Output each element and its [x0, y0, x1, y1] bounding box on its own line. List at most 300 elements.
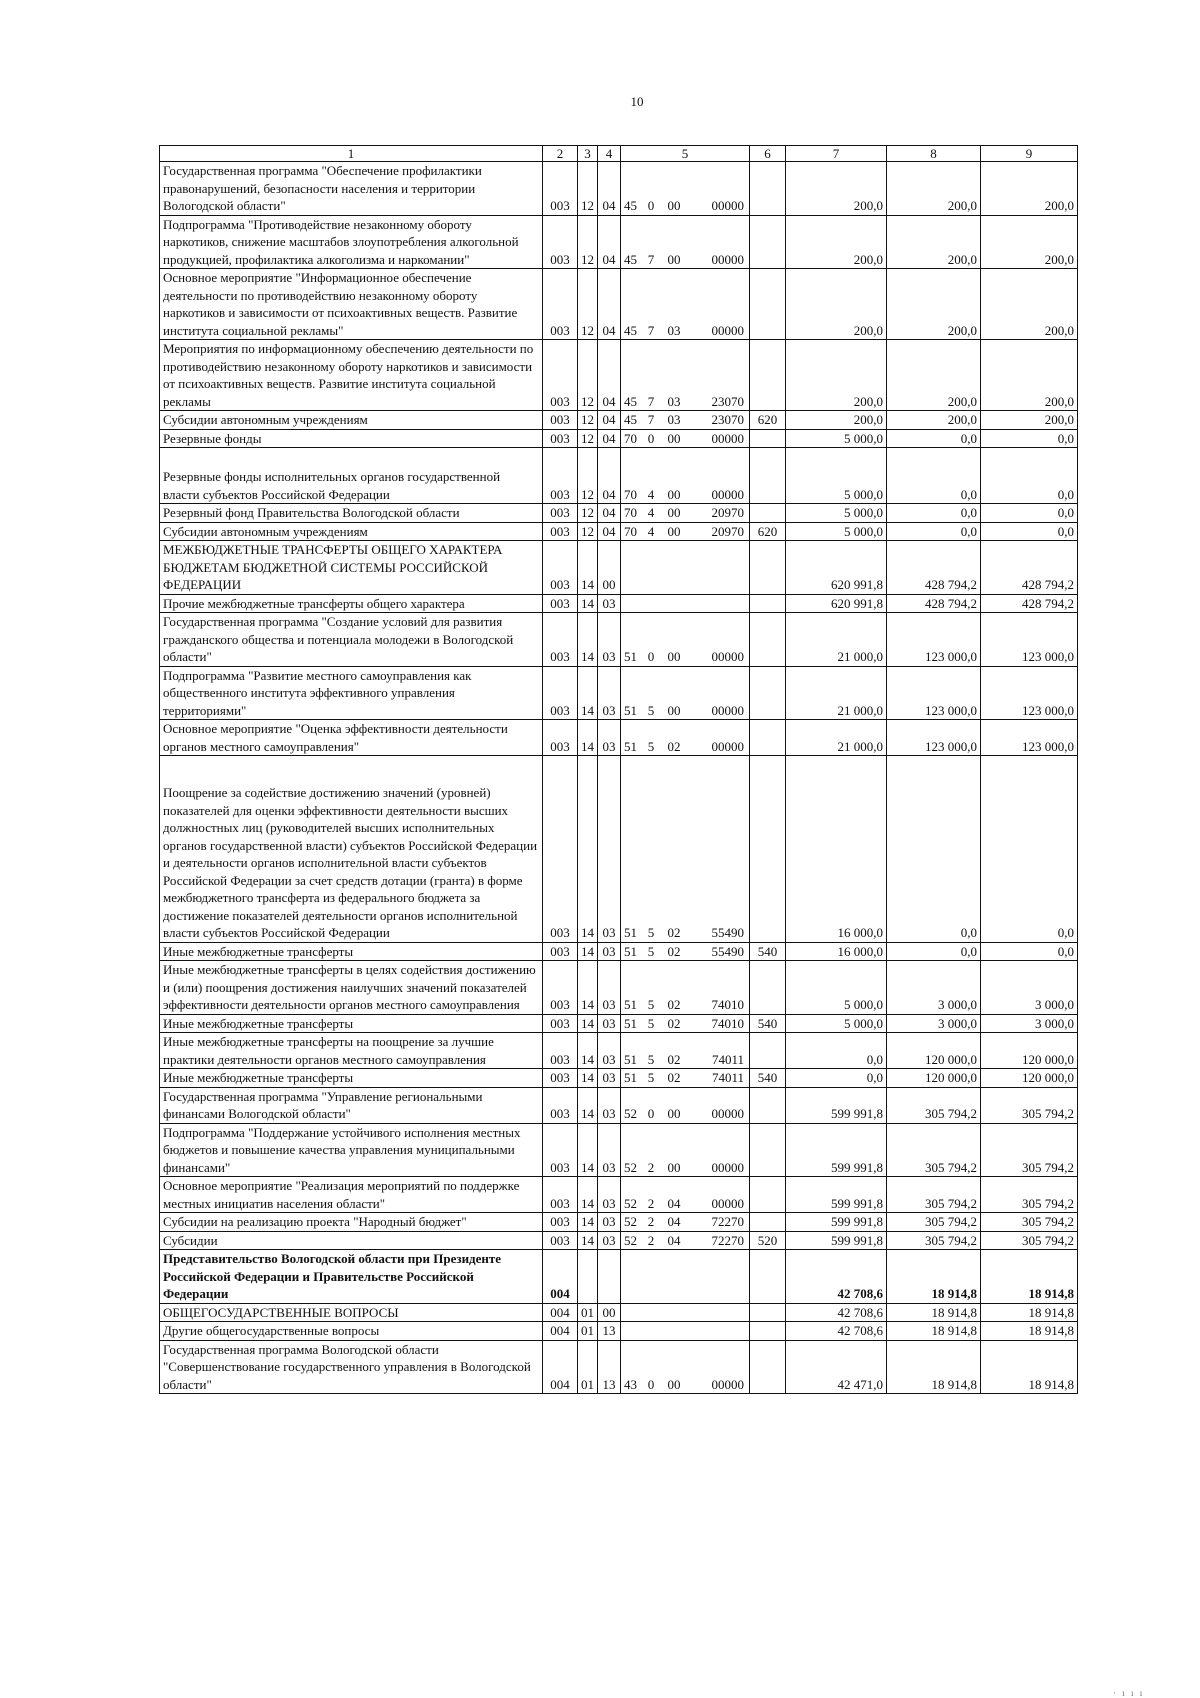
header-cell: 5	[621, 146, 750, 162]
row-amount-year3: 305 794,2	[981, 1231, 1078, 1250]
row-code-subsection: 03	[598, 1087, 621, 1123]
row-code-section: 14	[578, 720, 598, 756]
target-article-part: 70	[624, 430, 637, 446]
target-article-part: 00000	[711, 738, 744, 754]
row-target-article	[621, 613, 750, 667]
row-amount-year1: 5 000,0	[786, 448, 887, 504]
header-cell: 6	[750, 146, 786, 162]
row-code-subsection: 13	[598, 1340, 621, 1394]
row-target-article	[621, 594, 750, 613]
row-expense-type	[750, 1033, 786, 1069]
row-target-article	[621, 756, 750, 943]
table-row	[160, 1322, 1078, 1341]
row-amount-year2: 120 000,0	[887, 1069, 981, 1088]
target-article-part: 00000	[711, 430, 744, 446]
row-name: ОБЩЕГОСУДАРСТВЕННЫЕ ВОПРОСЫ	[160, 1303, 543, 1322]
row-code-admin: 003	[543, 1213, 578, 1232]
target-article-part: 00	[667, 486, 681, 502]
target-article-part: 04	[667, 1195, 681, 1211]
row-code-section: 14	[578, 594, 598, 613]
target-article-part: 4	[647, 486, 655, 502]
target-article-part: 23070	[711, 412, 744, 427]
target-article-part: 45	[624, 412, 637, 427]
row-target-article	[621, 504, 750, 523]
row-expense-type	[750, 756, 786, 943]
table-row	[160, 541, 1078, 595]
row-amount-year3: 305 794,2	[981, 1213, 1078, 1232]
row-code-section: 14	[578, 1231, 598, 1250]
target-article-part: 02	[667, 1070, 681, 1085]
row-amount-year2: 0,0	[887, 504, 981, 523]
row-target-article	[621, 1069, 750, 1088]
row-amount-year1: 620 991,8	[786, 541, 887, 595]
row-code-subsection: 04	[598, 411, 621, 430]
table-row	[160, 1123, 1078, 1177]
row-code-section: 14	[578, 613, 598, 667]
table-row	[160, 1069, 1078, 1088]
row-expense-type: 620	[750, 522, 786, 541]
row-code-subsection: 03	[598, 1014, 621, 1033]
row-name: Другие общегосударственные вопросы	[160, 1322, 543, 1341]
row-target-article	[621, 1231, 750, 1250]
target-article-part: 52	[624, 1106, 637, 1121]
target-article-part: 55490	[711, 925, 744, 940]
row-target-article	[621, 1014, 750, 1033]
target-article-part: 51	[624, 943, 637, 959]
row-amount-year3: 3 000,0	[981, 1014, 1078, 1033]
row-name: МЕЖБЮДЖЕТНЫЕ ТРАНСФЕРТЫ ОБЩЕГО ХАРАКТЕРА БЮДЖЕТАМ БЮДЖЕТНОЙ СИСТЕМЫ РОССИЙСКОЙ ФЕДЕРАЦИИ	[160, 541, 543, 595]
row-code-subsection: 04	[598, 162, 621, 216]
target-article-part: 45	[624, 198, 637, 213]
row-expense-type: 520	[750, 1231, 786, 1250]
target-article-part: 5	[647, 1015, 655, 1031]
row-code-section: 12	[578, 340, 598, 411]
table-row	[160, 1087, 1078, 1123]
row-target-article	[621, 541, 750, 595]
row-code-section: 14	[578, 541, 598, 595]
row-amount-year1: 200,0	[786, 215, 887, 269]
target-article-part: 0	[647, 1376, 655, 1392]
table-row	[160, 1014, 1078, 1033]
row-amount-year1: 42 708,6	[786, 1250, 887, 1304]
target-article-part: 0	[647, 649, 655, 664]
row-code-section: 12	[578, 429, 598, 448]
row-amount-year1: 200,0	[786, 269, 887, 340]
target-article-part: 00000	[711, 1106, 744, 1121]
header-cell: 2	[543, 146, 578, 162]
row-amount-year2: 305 794,2	[887, 1123, 981, 1177]
row-amount-year1: 16 000,0	[786, 756, 887, 943]
row-expense-type	[750, 504, 786, 523]
row-code-subsection: 13	[598, 1322, 621, 1341]
target-article-part: 5	[647, 943, 655, 959]
row-name: Иные межбюджетные трансферты	[160, 1014, 543, 1033]
header-cell: 1	[160, 146, 543, 162]
row-code-admin: 003	[543, 1177, 578, 1213]
row-expense-type	[750, 666, 786, 720]
row-code-admin: 003	[543, 411, 578, 430]
row-target-article	[621, 1033, 750, 1069]
row-code-admin: 003	[543, 269, 578, 340]
table-row	[160, 162, 1078, 216]
row-amount-year3: 305 794,2	[981, 1123, 1078, 1177]
row-name: Подпрограмма "Поддержание устойчивого исполнения местных бюджетов и повышение качества управления муниципальными финансами"	[160, 1123, 543, 1177]
table-row	[160, 1033, 1078, 1069]
row-name: Резервные фонды исполнительных органов государственной власти субъектов Российской Федерации	[160, 448, 543, 504]
row-amount-year2: 18 914,8	[887, 1303, 981, 1322]
row-code-section: 12	[578, 522, 598, 541]
target-article-part: 43	[624, 1376, 637, 1392]
header-cell: 9	[981, 146, 1078, 162]
target-article-part: 52	[624, 1214, 637, 1229]
target-article-part: 7	[647, 251, 655, 267]
row-expense-type	[750, 1250, 786, 1304]
row-code-subsection: 04	[598, 448, 621, 504]
page-number: 10	[630, 94, 644, 109]
row-target-article	[621, 1087, 750, 1123]
row-expense-type	[750, 1303, 786, 1322]
target-article-part: 03	[667, 393, 681, 409]
row-target-article	[621, 448, 750, 504]
row-code-section: 12	[578, 411, 598, 430]
table-row	[160, 666, 1078, 720]
row-amount-year2: 18 914,8	[887, 1250, 981, 1304]
row-target-article	[621, 1123, 750, 1177]
row-target-article	[621, 961, 750, 1015]
row-code-section: 14	[578, 1123, 598, 1177]
target-article-part: 5	[647, 702, 655, 718]
row-code-subsection: 04	[598, 215, 621, 269]
row-code-section: 01	[578, 1303, 598, 1322]
target-article-part: 00000	[711, 198, 744, 213]
row-code-admin: 003	[543, 1123, 578, 1177]
row-amount-year2: 120 000,0	[887, 1033, 981, 1069]
table-row	[160, 1250, 1078, 1304]
row-code-section: 14	[578, 756, 598, 943]
row-name: Иные межбюджетные трансферты	[160, 1069, 543, 1088]
row-name: Государственная программа "Создание условий для развития гражданского общества и потенциала молодежи в Вологодской области"	[160, 613, 543, 667]
row-code-section: 14	[578, 1177, 598, 1213]
row-code-section: 12	[578, 215, 598, 269]
row-expense-type	[750, 215, 786, 269]
header-cell: 4	[598, 146, 621, 162]
target-article-part: 7	[647, 393, 655, 409]
table-row	[160, 429, 1078, 448]
row-amount-year1: 599 991,8	[786, 1123, 887, 1177]
row-code-section: 14	[578, 1087, 598, 1123]
table-row	[160, 340, 1078, 411]
target-article-part: 74011	[711, 1051, 744, 1067]
target-article-part: 00000	[711, 649, 744, 664]
row-code-admin: 003	[543, 522, 578, 541]
row-code-section	[578, 1250, 598, 1304]
row-amount-year1: 5 000,0	[786, 429, 887, 448]
table-row	[160, 1177, 1078, 1213]
target-article-part: 5	[647, 738, 655, 754]
row-amount-year3: 0,0	[981, 504, 1078, 523]
row-code-admin: 003	[543, 162, 578, 216]
row-amount-year1: 21 000,0	[786, 613, 887, 667]
row-code-section: 14	[578, 942, 598, 961]
row-amount-year3: 0,0	[981, 942, 1078, 961]
row-expense-type: 540	[750, 942, 786, 961]
header-cell: 8	[887, 146, 981, 162]
table-row	[160, 961, 1078, 1015]
row-code-admin: 003	[543, 666, 578, 720]
table-row	[160, 269, 1078, 340]
row-amount-year3: 0,0	[981, 756, 1078, 943]
row-name: Государственная программа Вологодской области "Совершенствование государственного управления в Вологодской области"	[160, 1340, 543, 1394]
target-article-part: 72270	[711, 1232, 744, 1248]
target-article-part: 52	[624, 1232, 637, 1248]
row-amount-year3: 123 000,0	[981, 613, 1078, 667]
row-name: Государственная программа "Обеспечение профилактики правонарушений, безопасности населения и территории Вологодской области"	[160, 162, 543, 216]
row-code-subsection: 03	[598, 1033, 621, 1069]
target-article-part: 51	[624, 1070, 637, 1085]
target-article-part: 04	[667, 1214, 681, 1229]
target-article-part: 45	[624, 251, 637, 267]
row-amount-year1: 42 471,0	[786, 1340, 887, 1394]
row-target-article	[621, 162, 750, 216]
row-name: Субсидии автономным учреждениям	[160, 411, 543, 430]
target-article-part: 0	[647, 430, 655, 446]
target-article-part: 51	[624, 925, 637, 940]
row-amount-year3: 123 000,0	[981, 720, 1078, 756]
target-article-part: 02	[667, 997, 681, 1012]
row-amount-year2: 0,0	[887, 756, 981, 943]
row-code-admin: 003	[543, 942, 578, 961]
row-code-subsection: 03	[598, 594, 621, 613]
row-code-subsection: 03	[598, 756, 621, 943]
row-code-admin: 003	[543, 756, 578, 943]
row-code-admin: 004	[543, 1250, 578, 1304]
row-code-admin: 003	[543, 340, 578, 411]
row-amount-year2: 3 000,0	[887, 961, 981, 1015]
row-amount-year1: 5 000,0	[786, 504, 887, 523]
target-article-part: 74011	[711, 1070, 744, 1085]
row-amount-year1: 42 708,6	[786, 1322, 887, 1341]
target-article-part: 03	[667, 322, 681, 338]
row-name: Иные межбюджетные трансферты	[160, 942, 543, 961]
header-cell: 7	[786, 146, 887, 162]
row-amount-year1: 0,0	[786, 1069, 887, 1088]
target-article-part: 02	[667, 738, 681, 754]
row-amount-year3: 18 914,8	[981, 1340, 1078, 1394]
row-amount-year2: 200,0	[887, 411, 981, 430]
row-name: Резервные фонды	[160, 429, 543, 448]
row-expense-type	[750, 1123, 786, 1177]
row-amount-year1: 620 991,8	[786, 594, 887, 613]
row-amount-year3: 428 794,2	[981, 541, 1078, 595]
target-article-part: 20970	[711, 523, 744, 539]
header-row	[160, 146, 1078, 162]
table-row	[160, 756, 1078, 943]
table-row	[160, 1231, 1078, 1250]
row-target-article	[621, 666, 750, 720]
table-row	[160, 594, 1078, 613]
row-name: Основное мероприятие "Оценка эффективности деятельности органов местного самоуправления"	[160, 720, 543, 756]
row-amount-year2: 3 000,0	[887, 1014, 981, 1033]
row-amount-year1: 21 000,0	[786, 720, 887, 756]
target-article-part: 00	[667, 702, 681, 718]
row-code-subsection: 03	[598, 1123, 621, 1177]
target-article-part: 74010	[711, 1015, 744, 1031]
row-amount-year2: 0,0	[887, 942, 981, 961]
row-code-section: 01	[578, 1322, 598, 1341]
row-amount-year1: 200,0	[786, 411, 887, 430]
row-code-admin: 003	[543, 1069, 578, 1088]
row-code-admin: 003	[543, 504, 578, 523]
row-amount-year3: 0,0	[981, 429, 1078, 448]
target-article-part: 00000	[711, 486, 744, 502]
row-expense-type	[750, 1213, 786, 1232]
row-amount-year2: 305 794,2	[887, 1087, 981, 1123]
row-code-subsection: 03	[598, 720, 621, 756]
row-amount-year2: 305 794,2	[887, 1231, 981, 1250]
row-amount-year2: 200,0	[887, 269, 981, 340]
row-code-admin: 003	[543, 1014, 578, 1033]
row-code-admin: 003	[543, 541, 578, 595]
row-amount-year3: 200,0	[981, 411, 1078, 430]
row-code-section: 12	[578, 448, 598, 504]
row-code-subsection: 03	[598, 613, 621, 667]
row-name: Основное мероприятие "Реализация мероприятий по поддержке местных инициатив населения области"	[160, 1177, 543, 1213]
row-amount-year3: 18 914,8	[981, 1250, 1078, 1304]
row-expense-type	[750, 1340, 786, 1394]
row-expense-type	[750, 269, 786, 340]
target-article-part: 45	[624, 393, 637, 409]
row-code-subsection: 03	[598, 1177, 621, 1213]
row-code-admin: 003	[543, 720, 578, 756]
row-amount-year3: 18 914,8	[981, 1322, 1078, 1341]
row-target-article	[621, 411, 750, 430]
budget-table	[159, 145, 1078, 1394]
target-article-part: 23070	[711, 393, 744, 409]
row-code-subsection: 00	[598, 541, 621, 595]
target-article-part: 20970	[711, 505, 744, 520]
row-amount-year1: 5 000,0	[786, 1014, 887, 1033]
row-amount-year3: 0,0	[981, 448, 1078, 504]
row-amount-year1: 599 991,8	[786, 1177, 887, 1213]
table-row	[160, 1340, 1078, 1394]
row-amount-year2: 18 914,8	[887, 1322, 981, 1341]
row-code-admin: 003	[543, 594, 578, 613]
row-name: Мероприятия по информационному обеспечению деятельности по противодействию незаконному обороту наркотиков и зависимости от психоактивных веществ. Развитие института социальной рекламы	[160, 340, 543, 411]
row-code-admin: 003	[543, 1087, 578, 1123]
target-article-part: 5	[647, 1070, 655, 1085]
row-code-section: 14	[578, 666, 598, 720]
row-expense-type: 620	[750, 411, 786, 430]
target-article-part: 02	[667, 1051, 681, 1067]
row-amount-year2: 0,0	[887, 522, 981, 541]
row-code-subsection: 04	[598, 522, 621, 541]
target-article-part: 70	[624, 505, 637, 520]
row-expense-type	[750, 613, 786, 667]
row-code-section: 01	[578, 1340, 598, 1394]
row-code-admin: 004	[543, 1322, 578, 1341]
row-amount-year3: 120 000,0	[981, 1033, 1078, 1069]
row-amount-year2: 305 794,2	[887, 1177, 981, 1213]
target-article-part: 02	[667, 1015, 681, 1031]
row-amount-year1: 599 991,8	[786, 1213, 887, 1232]
row-expense-type	[750, 1322, 786, 1341]
row-code-section: 12	[578, 269, 598, 340]
target-article-part: 74010	[711, 997, 744, 1012]
row-code-subsection: 03	[598, 1069, 621, 1088]
row-amount-year2: 200,0	[887, 215, 981, 269]
row-code-section: 12	[578, 504, 598, 523]
target-article-part: 51	[624, 649, 637, 664]
row-amount-year2: 123 000,0	[887, 666, 981, 720]
row-amount-year3: 3 000,0	[981, 961, 1078, 1015]
target-article-part: 00	[667, 430, 681, 446]
row-code-subsection: 04	[598, 504, 621, 523]
table-row	[160, 720, 1078, 756]
row-name: Поощрение за содействие достижению значений (уровней) показателей для оценки эффективности деятельности высших должностных лиц (руководителей высших исполнительных органов государственной власти) субъектов Российской Федерации и деятельности органов исполнительной власти субъектов Российской Федерации за счет средств дотации (гранта) в форме межбюджетного трансферта из федерального бюджета за достижение показателей деятельности органов исполнительной власти субъектов Российской Федерации	[160, 756, 543, 943]
row-target-article	[621, 1177, 750, 1213]
row-amount-year2: 18 914,8	[887, 1340, 981, 1394]
target-article-part: 5	[647, 925, 655, 940]
target-article-part: 00	[667, 198, 681, 213]
row-amount-year1: 200,0	[786, 162, 887, 216]
row-code-admin: 003	[543, 613, 578, 667]
target-article-part: 0	[647, 198, 655, 213]
row-code-admin: 003	[543, 215, 578, 269]
row-amount-year1: 5 000,0	[786, 961, 887, 1015]
target-article-part: 00	[667, 505, 681, 520]
row-name: Государственная программа "Управление региональными финансами Вологодской области"	[160, 1087, 543, 1123]
row-amount-year1: 21 000,0	[786, 666, 887, 720]
row-code-admin: 003	[543, 1033, 578, 1069]
target-article-part: 70	[624, 523, 637, 539]
row-name: Прочие межбюджетные трансферты общего характера	[160, 594, 543, 613]
table-row	[160, 613, 1078, 667]
row-code-section: 12	[578, 162, 598, 216]
row-amount-year3: 305 794,2	[981, 1177, 1078, 1213]
row-expense-type: 540	[750, 1014, 786, 1033]
target-article-part: 2	[647, 1195, 655, 1211]
row-amount-year2: 0,0	[887, 429, 981, 448]
table-row	[160, 1303, 1078, 1322]
row-code-subsection: 03	[598, 1231, 621, 1250]
target-article-part: 5	[647, 1051, 655, 1067]
table-row	[160, 504, 1078, 523]
row-amount-year3: 123 000,0	[981, 666, 1078, 720]
row-amount-year2: 200,0	[887, 340, 981, 411]
row-amount-year1: 16 000,0	[786, 942, 887, 961]
row-amount-year2: 428 794,2	[887, 541, 981, 595]
row-code-section: 14	[578, 961, 598, 1015]
target-article-part: 5	[647, 997, 655, 1012]
row-amount-year2: 0,0	[887, 448, 981, 504]
row-code-subsection: 03	[598, 961, 621, 1015]
target-article-part: 00000	[711, 1195, 744, 1211]
row-code-subsection: 04	[598, 269, 621, 340]
row-expense-type	[750, 448, 786, 504]
row-code-subsection: 04	[598, 429, 621, 448]
row-amount-year2: 428 794,2	[887, 594, 981, 613]
row-code-admin: 003	[543, 961, 578, 1015]
table-row	[160, 411, 1078, 430]
row-code-subsection: 04	[598, 340, 621, 411]
target-article-part: 51	[624, 1051, 637, 1067]
row-expense-type	[750, 720, 786, 756]
row-target-article	[621, 429, 750, 448]
target-article-part: 52	[624, 1195, 637, 1211]
row-target-article	[621, 1340, 750, 1394]
row-name: Основное мероприятие "Информационное обеспечение деятельности по противодействию незаконному обороту наркотиков и зависимости от психоактивных веществ. Развитие института социальной рекламы"	[160, 269, 543, 340]
target-article-part: 4	[647, 505, 655, 520]
